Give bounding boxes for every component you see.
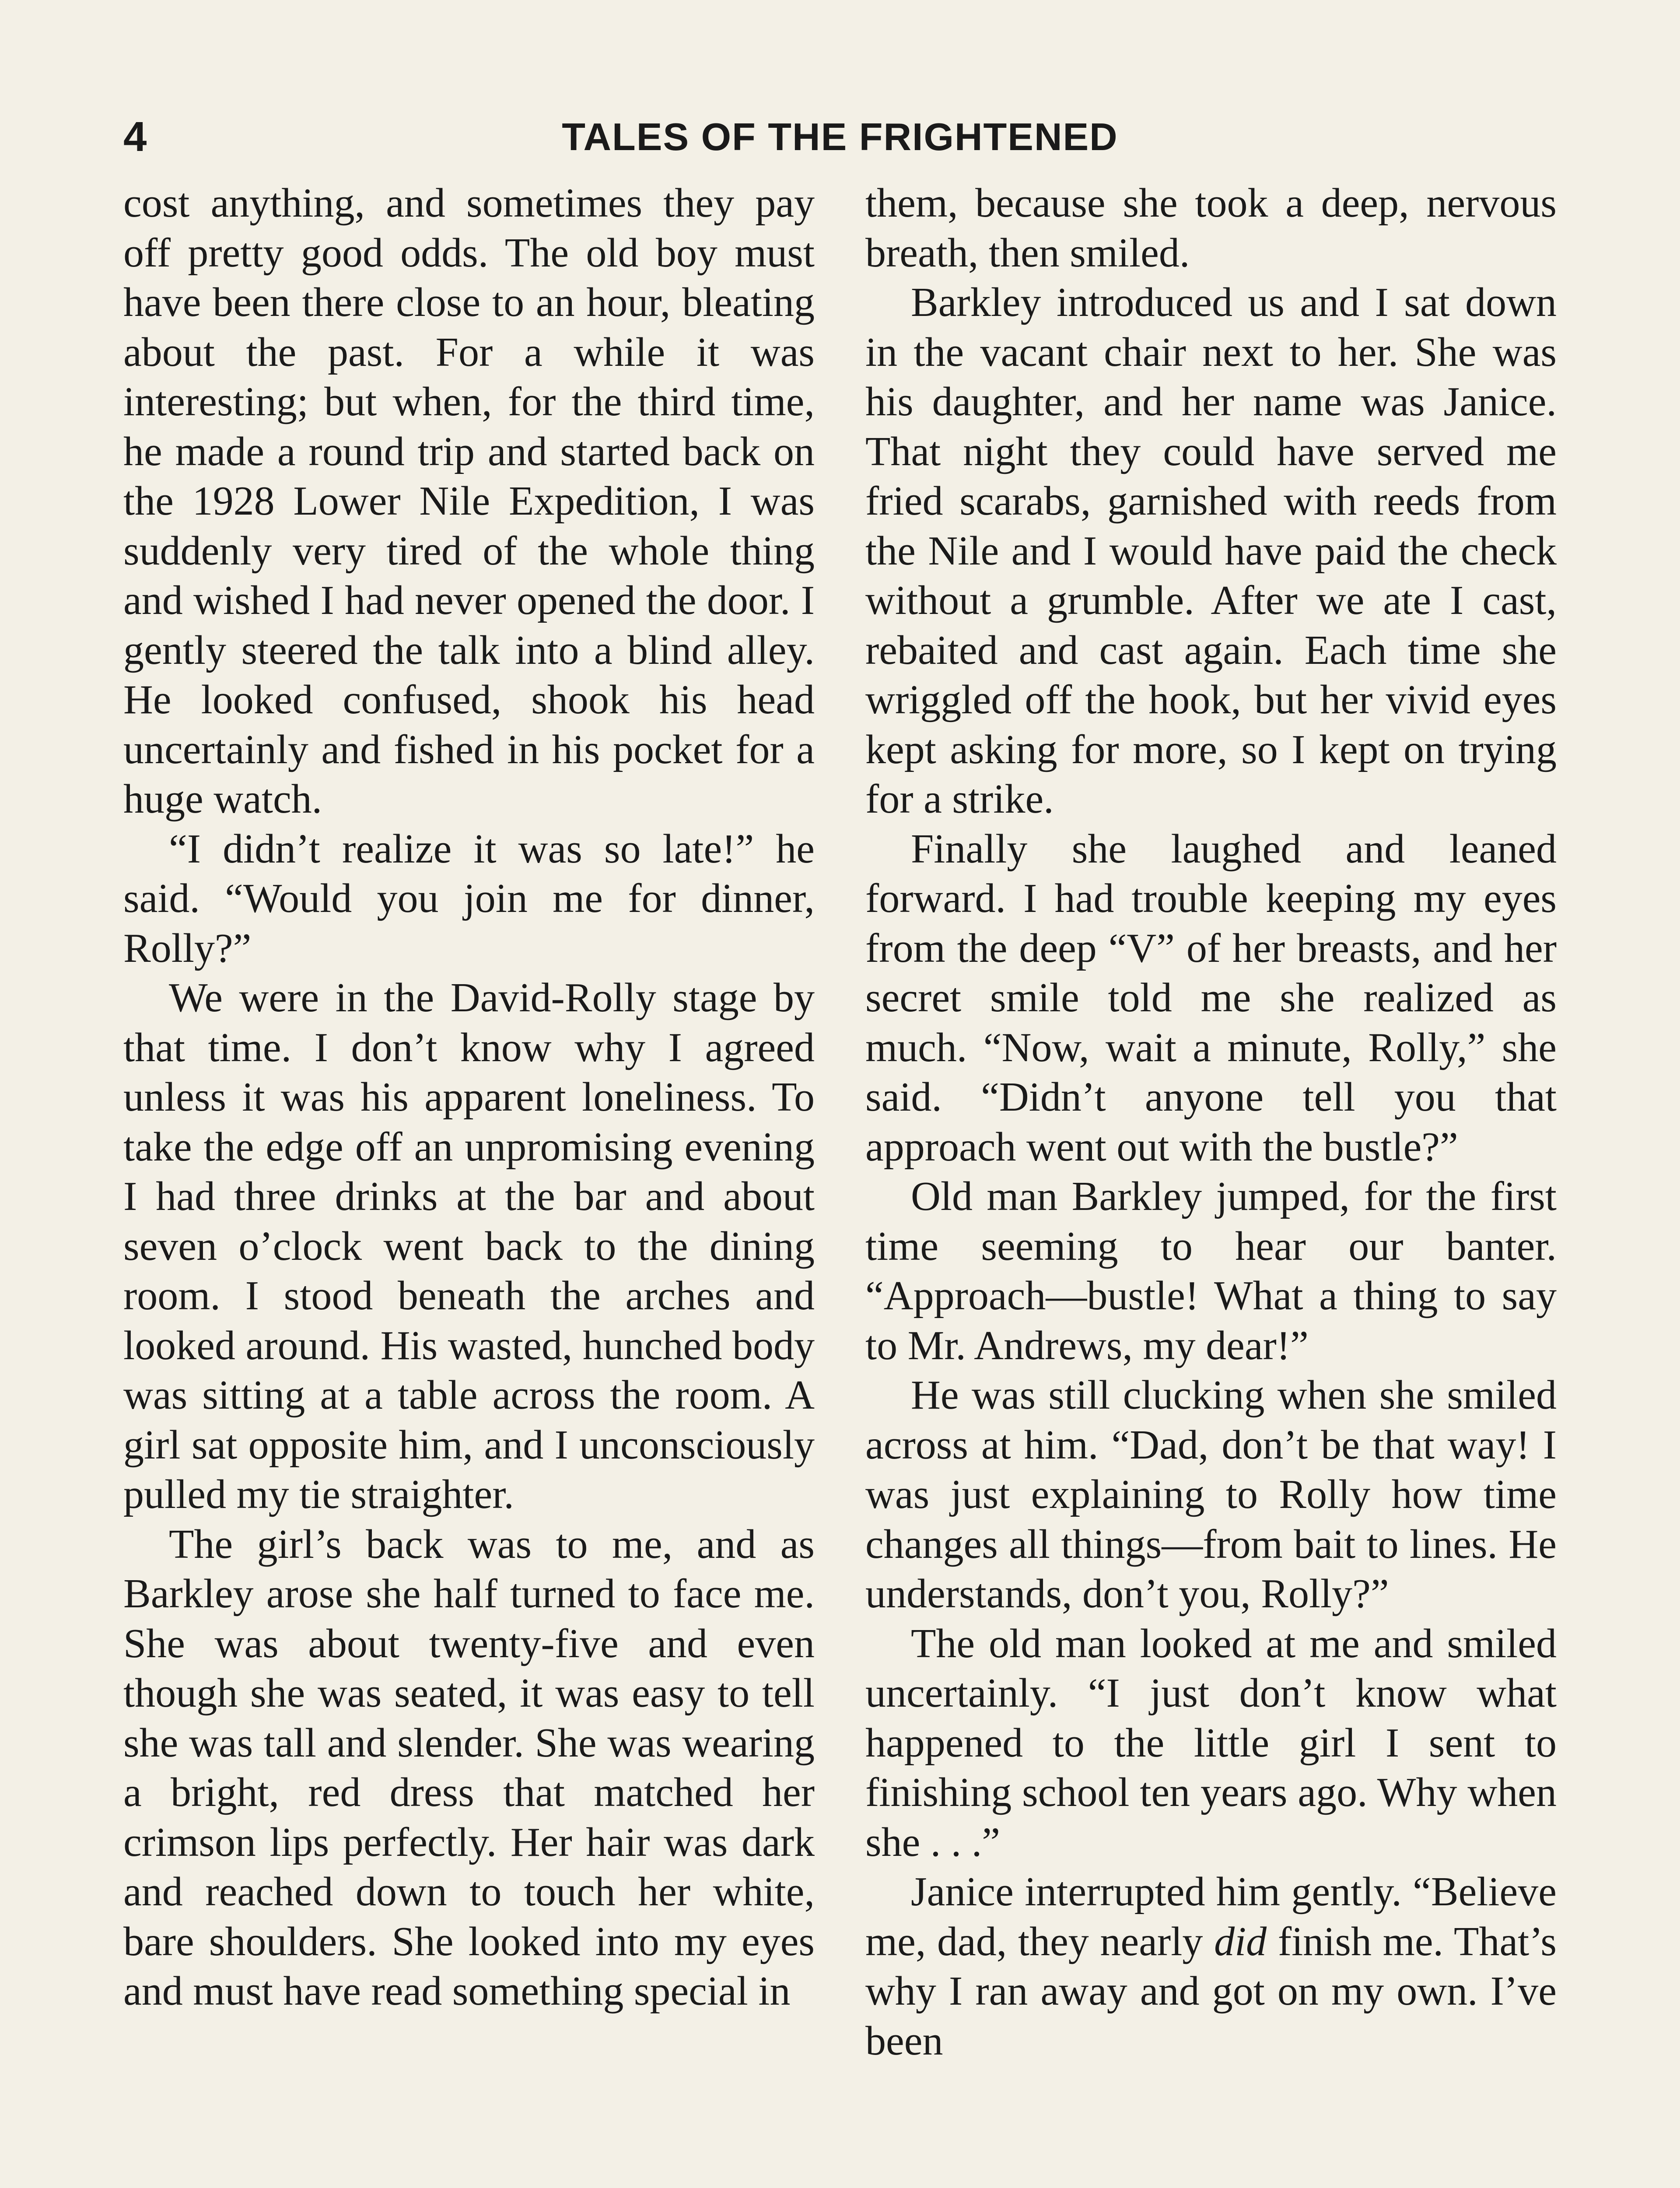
story-paragraph: The old man looked at me and smiled uncertainly. “I just don’t know what happened to the little girl I sent to finishing school ten years ago. Why when she . . .” [865, 1620, 1557, 1865]
story-paragraph: them, because she took a deep, nervous breath, then smiled. [865, 180, 1557, 276]
paragraph-text: Janice interrupted him gently. “Believe me, dad, they nearly [865, 1869, 1557, 1964]
paragraph-text: finish me. That’s why I ran away and got on my own. I’ve been [865, 1918, 1557, 2064]
story-paragraph [865, 1867, 1557, 2066]
running-title: TALES OF THE FRIGHTENED [562, 115, 1118, 158]
story-paragraph: Finally she laughed and leaned forward. I had trouble keeping my eyes from the deep “V” of her breasts, and her secret smile told me she realized as much. “Now, wait a minute, Rolly,” she said. “Didn’t anyone tell you that approach went out with the bustle?” [865, 826, 1557, 1170]
right-column [865, 179, 1557, 2066]
emphasized-word: did [1214, 1918, 1267, 1964]
page-number: 4 [123, 113, 147, 160]
page-header [123, 109, 1557, 165]
left-column [123, 179, 815, 2016]
story-paragraph: He was still clucking when she smiled across at him. “Dad, don’t be that way! I was just explaining to Rolly how time changes all things—from bait to lines. He understands, don’t you, Rolly?” [865, 1372, 1557, 1616]
story-paragraph: We were in the David-Rolly stage by that time. I don’t know why I agreed unless it was his apparent loneliness. To take the edge off an unpromising evening I had three drinks at the bar and about seven o’clock went back to the dining room. I stood beneath the arches and looked around. His wasted, hunched body was sitting at a table across the room. A girl sat opposite him, and I unconsciously pulled my tie straighter. [123, 975, 815, 1517]
story-paragraph: Old man Barkley jumped, for the first time seeming to hear our banter. “Approach—bustle! What a thing to say to Mr. Andrews, my dear!” [865, 1174, 1557, 1368]
story-paragraph: cost anything, and sometimes they pay off pretty good odds. The old boy must have been there close to an hour, bleating about the past. For a while it was interesting; but when, for the third time, he made a round trip and started back on the 1928 Lower Nile Expedition, I was suddenly very tired of the whole thing and wished I had never opened the door. I gently steered the talk into a blind alley. He looked confused, shook his head uncertainly and fished in his pocket for a huge watch. [123, 180, 815, 822]
story-paragraph: The girl’s back was to me, and as Barkley arose she half turned to face me. She was about twenty-five and even though she was seated, it was easy to tell she was tall and slender. She was wearing a bright, red dress that matched her crimson lips perfectly. Her hair was dark and reached down to touch her white, bare shoulders. She looked into my eyes and must have read something special in [123, 1521, 815, 2014]
story-paragraph: “I didn’t realize it was so late!” he said. “Would you join me for dinner, Rolly?” [123, 826, 815, 971]
story-paragraph: Barkley introduced us and I sat down in the vacant chair next to her. She was his daughter, and her name was Janice. That night they could have served me fried scarabs, garnished with reeds from the Nile and I would have paid the check without a grumble. After we ate I cast, rebaited and cast again. Each time she wriggled off the hook, but her vivid eyes kept asking for more, so I kept on trying for a strike. [865, 280, 1557, 822]
